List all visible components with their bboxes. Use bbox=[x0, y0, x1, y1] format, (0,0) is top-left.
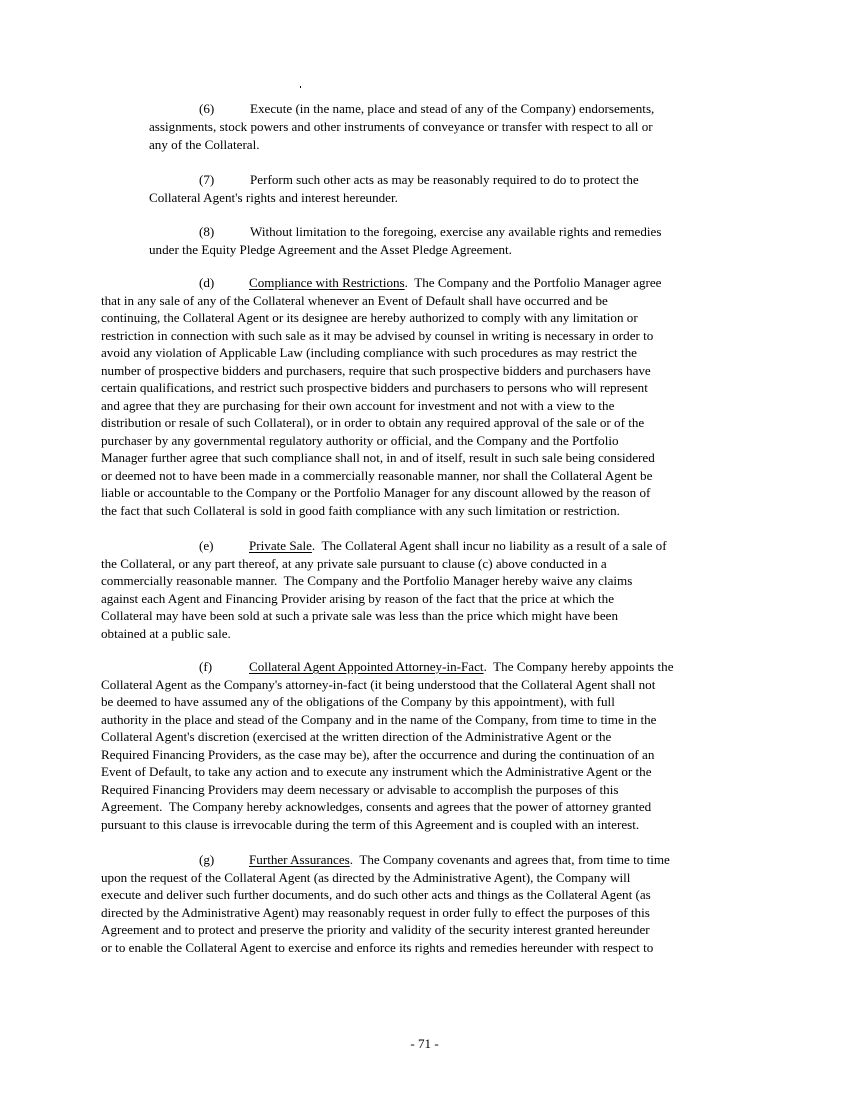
section-text-line: be deemed to have assumed any of the obligations of the Company by this appointment), with full bbox=[101, 694, 615, 709]
sub-item-label: (6) bbox=[199, 101, 215, 116]
section-text-line: Manager further agree that such compliance shall not, in and of itself, result in such sale being considered bbox=[101, 450, 655, 465]
section-text-line: Event of Default, to take any action and to execute any instrument which the Administrative Agent or the bbox=[101, 764, 652, 779]
section-heading-line bbox=[249, 537, 667, 554]
section-text-line: against each Agent and Financing Provider arising by reason of the fact that the price at which the bbox=[101, 590, 615, 606]
section-text-line: distribution or resale of such Collateral), or in order to obtain any required approval of the sale or of the bbox=[101, 415, 645, 430]
sub-item-text: Execute (in the name, place and stead of any of the Company) endorsements, bbox=[250, 101, 655, 116]
section-text-line: that in any sale of any of the Collateral whenever an Event of Default shall have occurred and be bbox=[101, 292, 608, 308]
section-text-line: pursuant to this clause is irrevocable during the term of this Agreement and is coupled with an interest. bbox=[101, 816, 640, 832]
section-first-line-text: . The Company hereby appoints the bbox=[483, 659, 674, 674]
section-text-line: Collateral Agent as the Company's attorney-in-fact (it being understood that the Collateral Agent shall not bbox=[101, 676, 656, 692]
section-text-line: number of prospective bidders and purchasers, require that such prospective bidders and purchasers have bbox=[101, 362, 651, 378]
section-heading: Further Assurances bbox=[249, 852, 350, 867]
section-first-line-text: . The Collateral Agent shall incur no liability as a result of a sale of bbox=[311, 538, 667, 553]
sub-item-text-line: assignments, stock powers and other instruments of conveyance or transfer with respect to all or bbox=[149, 119, 653, 134]
section-text-line: Required Financing Providers may deem necessary or advisable to accomplish the purposes of this bbox=[101, 781, 619, 797]
sub-item-label: (7) bbox=[199, 172, 215, 187]
section-text-line: certain qualifications, and restrict such prospective bidders and purchasers to persons who will represent bbox=[101, 380, 648, 395]
section-label: (f) bbox=[199, 659, 213, 674]
page-number: - 71 - bbox=[410, 1036, 439, 1051]
section-text-line: authority in the place and stead of the Company and in the name of the Company, from time to time in the bbox=[101, 711, 657, 727]
section-text-line: Required Financing Providers, as the case may be), after the occurrence and during the continuation of an bbox=[101, 746, 655, 762]
section-text-line: obtained at a public sale. bbox=[101, 625, 231, 641]
section-first-line-text: . The Company covenants and agrees that, from time to time bbox=[349, 852, 670, 867]
section-text-line: upon the request of the Collateral Agent (as directed by the Administrative Agent), the Company will bbox=[101, 869, 631, 885]
section-text-line: continuing, the Collateral Agent or its designee are hereby authorized to comply with any limitation or bbox=[101, 310, 638, 325]
sub-item-text: Perform such other acts as may be reasonably required to do to protect the bbox=[250, 172, 639, 187]
section-heading: Compliance with Restrictions bbox=[249, 275, 405, 290]
section-text-line: restriction in connection with such sale as it may be advised by counsel in writing is necessary in order to bbox=[101, 327, 654, 343]
section-text-line: avoid any violation of Applicable Law (including compliance with such procedures as may restrict the bbox=[101, 345, 637, 360]
section-text-line: execute and deliver such further documents, and do such other acts and things as the Collateral Agent (as bbox=[101, 887, 651, 902]
section-text-line: or to enable the Collateral Agent to exercise and enforce its rights and remedies hereunder with respect to bbox=[101, 939, 654, 955]
section-text-line: liable or accountable to the Company or the Portfolio Manager for any discount allowed by the reason of bbox=[101, 485, 651, 500]
sub-item-label: (8) bbox=[199, 224, 215, 239]
section-first-line-text: . The Company and the Portfolio Manager agree bbox=[404, 275, 662, 290]
section-text-line: or deemed not to have been made in a commercially reasonable manner, nor shall the Collateral Agent be bbox=[101, 467, 653, 483]
section-heading: Collateral Agent Appointed Attorney-in-Fact bbox=[249, 659, 484, 674]
section-text-line: Collateral may have been sold at such a private sale was less than the price which might have been bbox=[101, 608, 619, 623]
section-text-line: the Collateral, or any part thereof, at any private sale pursuant to clause (c) above conducted in a bbox=[101, 555, 607, 571]
sub-item-text-line: any of the Collateral. bbox=[149, 137, 260, 152]
section-text-line: the fact that such Collateral is sold in good faith compliance with any such limitation or restriction. bbox=[101, 502, 620, 518]
section-text-line: and agree that they are purchasing for their own account for investment and not with a view to the bbox=[101, 397, 615, 413]
section-text-line: directed by the Administrative Agent) may reasonably request in order fully to effect the purposes of this bbox=[101, 904, 650, 920]
section-label: (g) bbox=[199, 852, 215, 867]
section-label: (e) bbox=[199, 538, 214, 553]
sub-item-text: Without limitation to the foregoing, exercise any available rights and remedies bbox=[250, 224, 662, 239]
section-text-line: commercially reasonable manner. The Company and the Portfolio Manager hereby waive any claims bbox=[101, 573, 633, 588]
section-text-line: Agreement and to protect and preserve the priority and validity of the security interest granted hereunder bbox=[101, 922, 650, 937]
sub-item-text-line: Collateral Agent's rights and interest hereunder. bbox=[149, 190, 398, 205]
section-heading: Private Sale bbox=[249, 538, 312, 553]
section-heading-line bbox=[249, 274, 662, 291]
section-label: (d) bbox=[199, 275, 215, 290]
section-heading-line bbox=[249, 851, 670, 868]
section-heading-line bbox=[249, 658, 674, 675]
section-text-line: purchaser by any governmental regulatory authority or official, and the Company and the Portfolio bbox=[101, 432, 619, 448]
section-text-line: Agreement. The Company hereby acknowledges, consents and agrees that the power of attorney granted bbox=[101, 799, 652, 814]
section-text-line: Collateral Agent's discretion (exercised at the written direction of the Administrative Agent or the bbox=[101, 729, 612, 744]
scan-speck bbox=[300, 86, 301, 88]
sub-item-text-line: under the Equity Pledge Agreement and the Asset Pledge Agreement. bbox=[149, 242, 512, 257]
